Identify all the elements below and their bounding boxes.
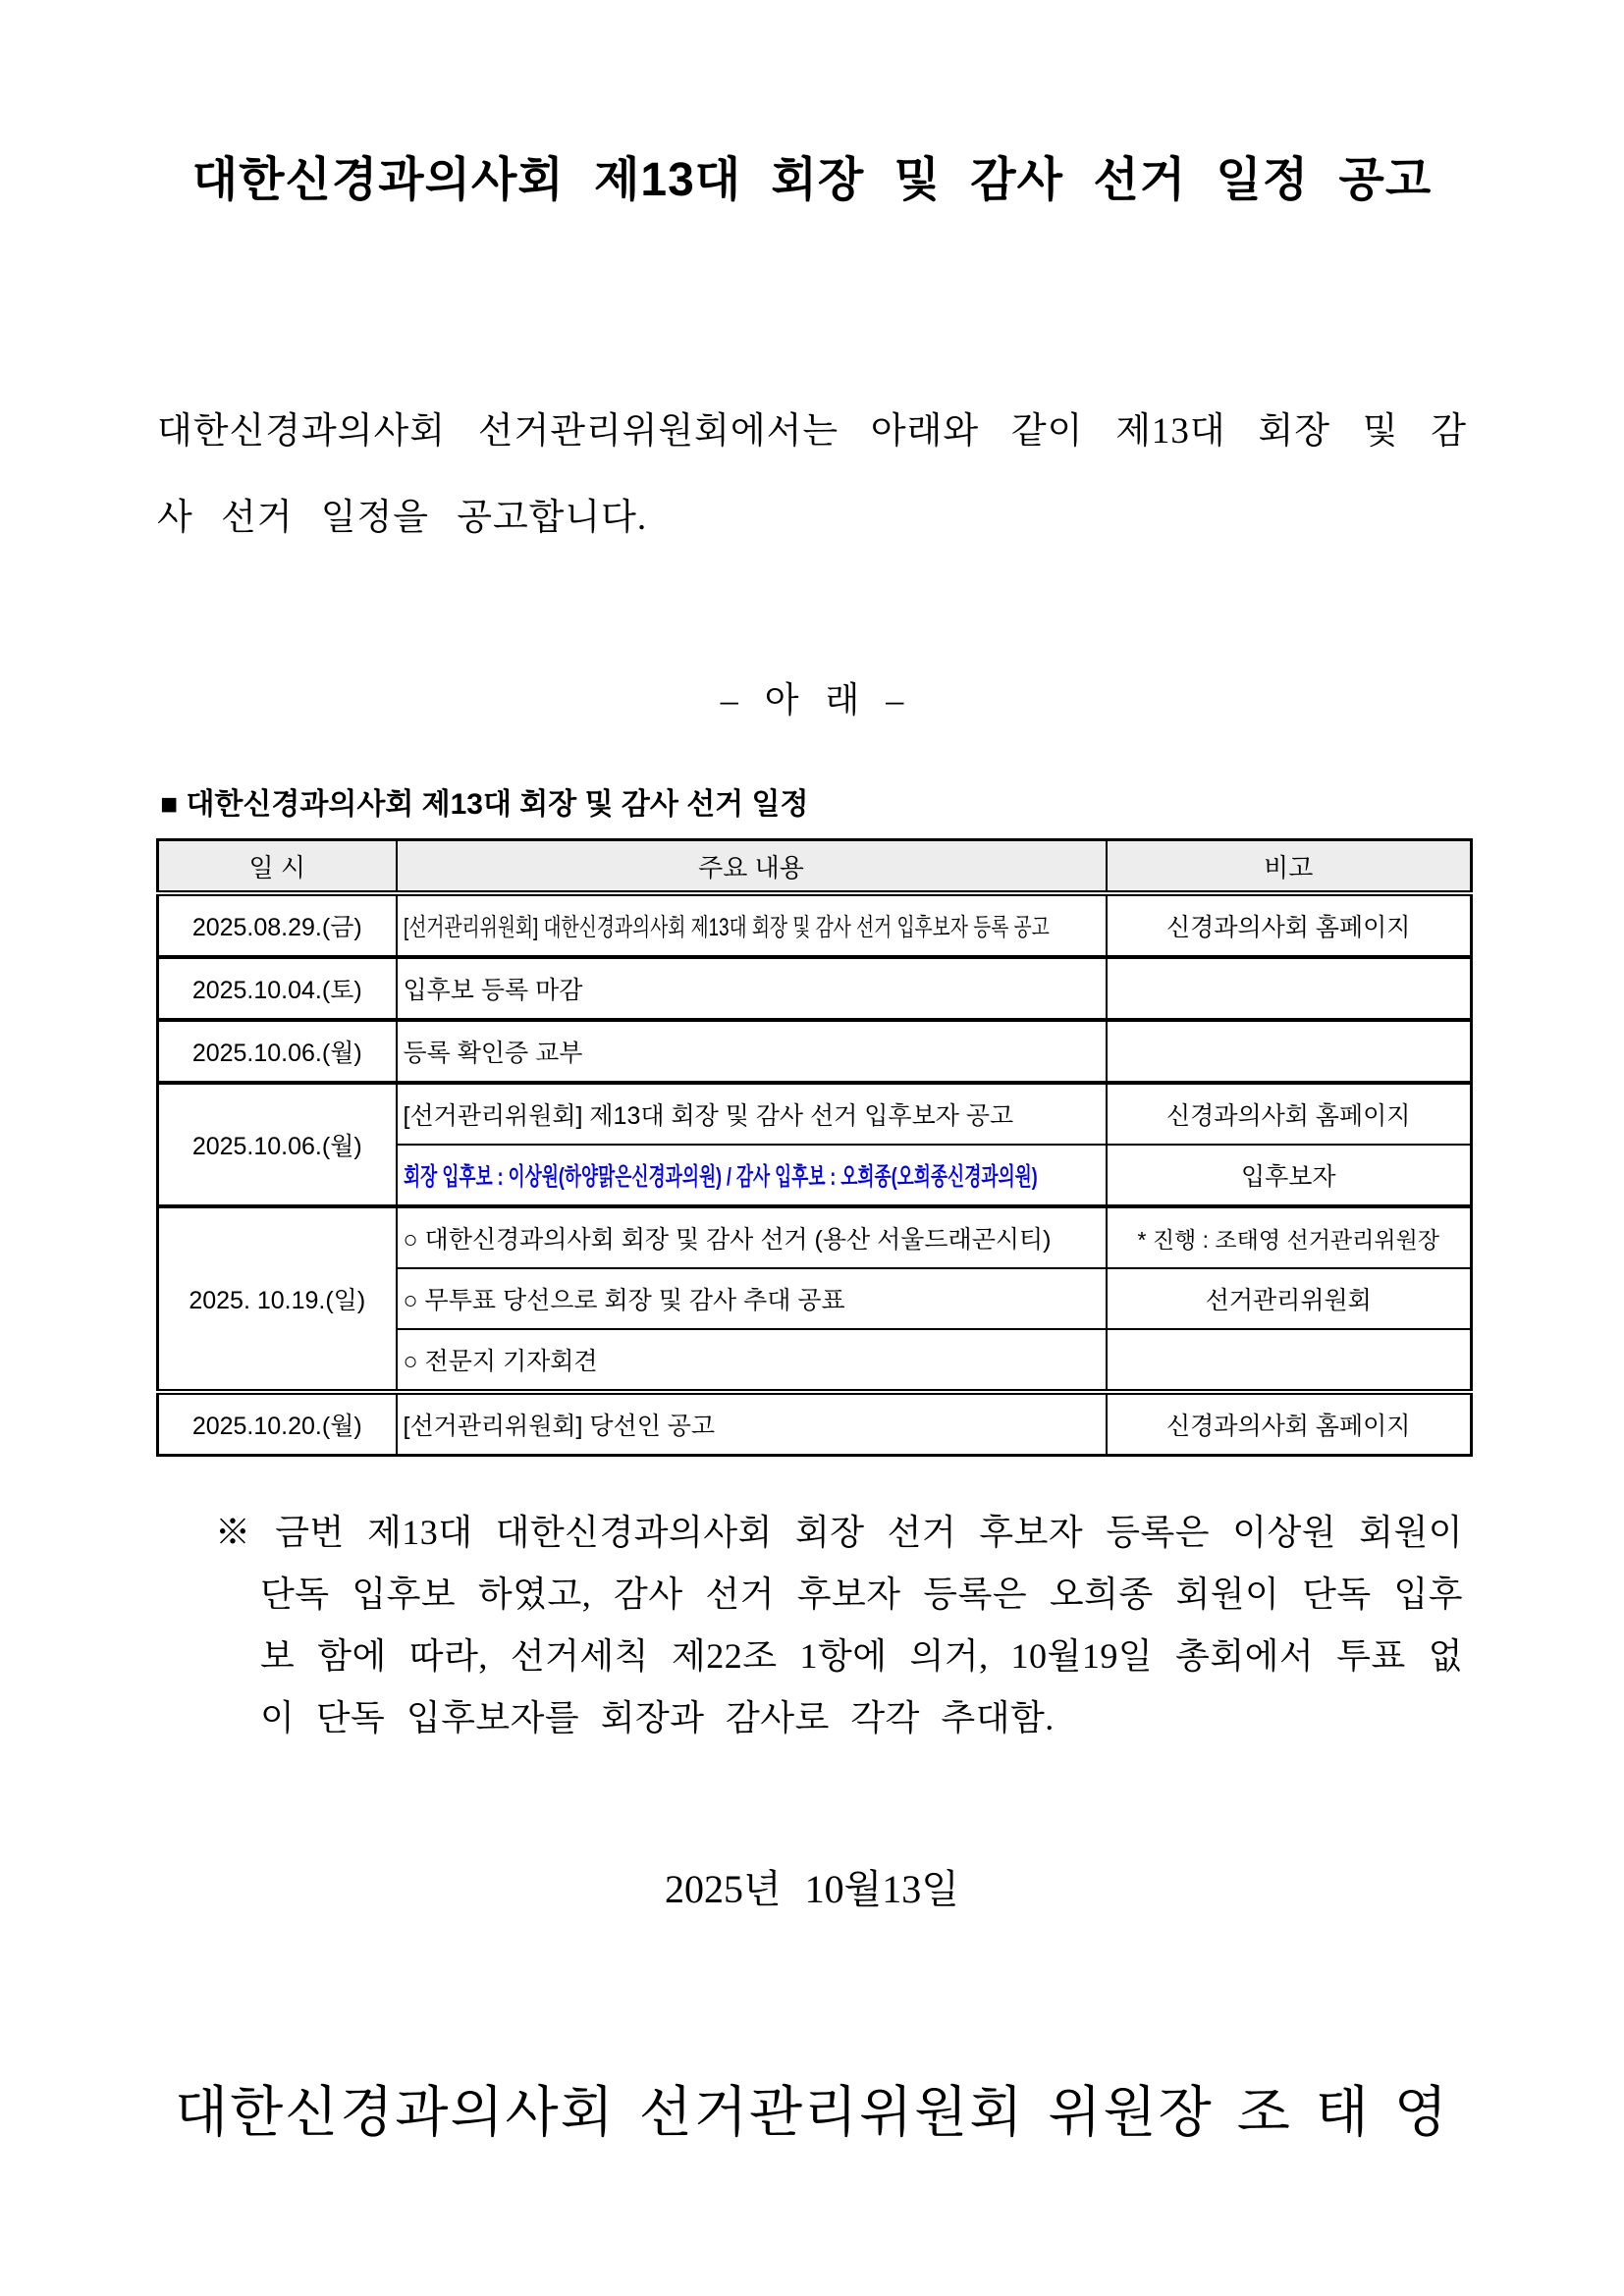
content-cell: ○ 대한신경과의사회 회장 및 감사 선거 (용산 서울드래곤시티) xyxy=(397,1206,1107,1268)
content-cell: [선거관리위원회] 제13대 회장 및 감사 선거 입후보자 공고 xyxy=(397,1083,1107,1145)
date-cell: 2025. 10.19.(일) xyxy=(158,1206,397,1392)
date-cell: 2025.10.06.(월) xyxy=(158,1020,397,1083)
date-cell: 2025.10.20.(월) xyxy=(158,1392,397,1456)
table-header-cell: 비고 xyxy=(1107,840,1472,894)
table-row xyxy=(158,1206,1472,1268)
content-cell: [선거관리위원회] 대한신경과의사회 제13대 회장 및 감사 선거 입후보자 등록 공고 xyxy=(397,893,1107,957)
note-text: 금번 제13대 대한신경과의사회 회장 선거 후보자 등록은 이상원 회원이 단독 입후보 하였고, 감사 선거 후보자 등록은 오희종 회원이 단독 입후보 함에 따라, 선거세칙 제22조 1항에 의거, 10월19일 총회에서 투표 없이 단독 입후보자를 회장과 감사로 각각 추대함. xyxy=(260,1513,1463,1737)
remark-cell: 신경과의사회 홈페이지 xyxy=(1107,1083,1472,1145)
section-title: ■ 대한신경과의사회 제13대 회장 및 감사 선거 일정 xyxy=(160,788,809,821)
remark-cell: * 진행 : 조태영 선거관리위원장 xyxy=(1107,1206,1472,1268)
note-marker: ※ xyxy=(215,1513,253,1552)
table-header-cell: 주요 내용 xyxy=(397,840,1107,894)
content-cell: ○ 전문지 기자회견 xyxy=(397,1329,1107,1392)
content-cell: 입후보 등록 마감 xyxy=(397,957,1107,1020)
remark-cell xyxy=(1107,1020,1472,1083)
table-header-cell: 일 시 xyxy=(158,840,397,894)
signature-line: 대한신경과의사회 선거관리위원회 위원장 조 태 영 xyxy=(174,2083,1450,2144)
content-cell: 회장 입후보 : 이상원(하양맑은신경과의원) / 감사 입후보 : 오희종(오희종신경과의원) xyxy=(397,1145,1107,1206)
remark-cell: 입후보자 xyxy=(1107,1145,1472,1206)
page-title: 대한신경과의사회 제13대 회장 및 감사 선거 일정 공고 xyxy=(191,154,1433,206)
table-head xyxy=(158,840,1472,894)
table-row xyxy=(158,893,1472,957)
date-line: 2025년 10월13일 xyxy=(665,1867,959,1911)
table-row xyxy=(158,1392,1472,1456)
content-cell: 등록 확인증 교부 xyxy=(397,1020,1107,1083)
table-header-row xyxy=(158,840,1472,894)
date-cell: 2025.08.29.(금) xyxy=(158,893,397,957)
content-cell: ○ 무투표 당선으로 회장 및 감사 추대 공표 xyxy=(397,1268,1107,1329)
remark-cell: 신경과의사회 홈페이지 xyxy=(1107,893,1472,957)
table-row xyxy=(158,1083,1472,1145)
remark-cell: 선거관리위원회 xyxy=(1107,1268,1472,1329)
content-cell: [선거관리위원회] 당선인 공고 xyxy=(397,1392,1107,1456)
remark-cell: 신경과의사회 홈페이지 xyxy=(1107,1392,1472,1456)
date-cell: 2025.10.04.(토) xyxy=(158,957,397,1020)
intro-paragraph: 대한신경과의사회 선거관리위원회에서는 아래와 같이 제13대 회장 및 감사 선거 일정을 공고합니다. xyxy=(157,411,1467,538)
table-row xyxy=(158,1020,1472,1083)
election-schedule-table xyxy=(156,838,1473,1457)
remark-cell xyxy=(1107,1329,1472,1392)
table-row xyxy=(158,957,1472,1020)
remark-cell xyxy=(1107,957,1472,1020)
date-cell: 2025.10.06.(월) xyxy=(158,1083,397,1206)
below-label: – 아 래 – xyxy=(720,680,904,720)
note-paragraph xyxy=(215,1502,1463,1749)
table-body xyxy=(158,893,1472,1456)
